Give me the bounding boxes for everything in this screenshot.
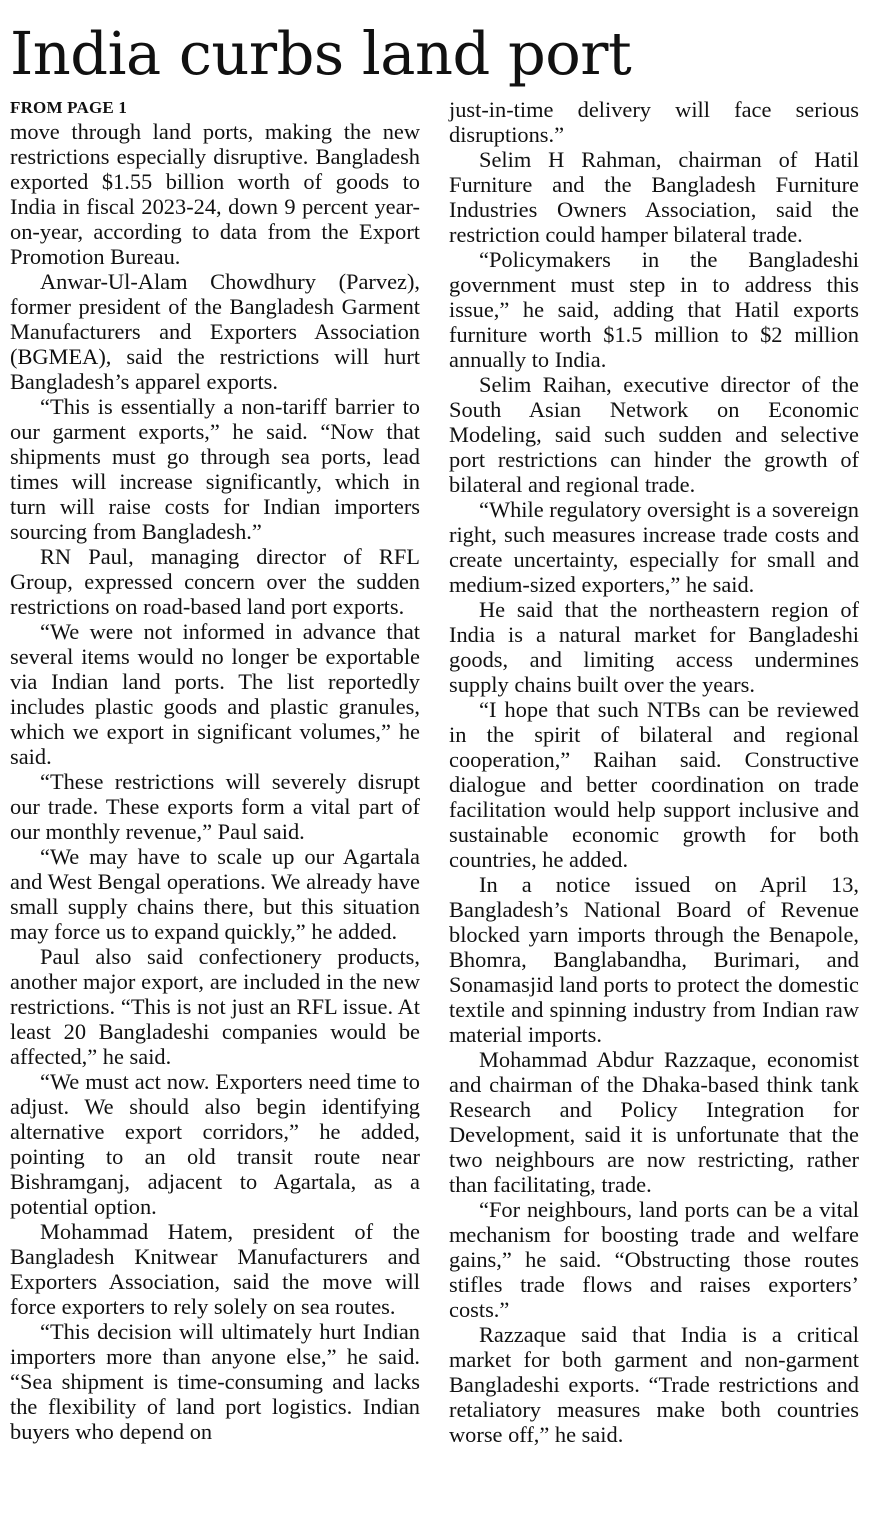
paragraph: Paul also said confectionery products, another major export, are included in the new restrictions. “This is not just an RFL issue. At least 20 Bangladeshi companies would be affected,” he said.	[10, 944, 420, 1069]
paragraph: “This decision will ultimately hurt Indian importers more than anyone else,” he said. “Sea shipment is time-consuming and lacks the flexibility of land port logistics. Indian buyers who depend on	[10, 1319, 420, 1444]
paragraph: Mohammad Hatem, president of the Bangladesh Knitwear Manufacturers and Exporters Association, said the move will force exporters to rely solely on sea routes.	[10, 1219, 420, 1319]
paragraph: “For neighbours, land ports can be a vital mechanism for boosting trade and welfare gains,” he said. “Obstructing those routes stifles trade flows and raises exporters’ costs.”	[449, 1197, 859, 1322]
paragraph: Selim H Rahman, chairman of Hatil Furniture and the Bangladesh Furniture Industries Owners Association, said the restriction could hamper bilateral trade.	[449, 147, 859, 247]
paragraph: In a notice issued on April 13, Bangladesh’s National Board of Revenue blocked yarn imports through the Benapole, Bhomra, Banglabandha, Burimari, and Sonamasjid land ports to protect the domestic textile and spinning industry from Indian raw material imports.	[449, 872, 859, 1047]
right-column	[449, 97, 859, 1447]
paragraph: “We must act now. Exporters need time to adjust. We should also begin identifying alternative export corridors,” he added, pointing to an old transit route near Bishramganj, adjacent to Agartala, as a potential option.	[10, 1069, 420, 1219]
paragraph: He said that the northeastern region of India is a natural market for Bangladeshi goods, and limiting access undermines supply chains built over the years.	[449, 597, 859, 697]
paragraph: RN Paul, managing director of RFL Group, expressed concern over the sudden restrictions on road-based land port exports.	[10, 544, 420, 619]
headline: India curbs land port	[10, 19, 632, 88]
left-column	[10, 97, 420, 1444]
paragraph: “We may have to scale up our Agartala and West Bengal operations. We already have small supply chains there, but this situation may force us to expand quickly,” he added.	[10, 844, 420, 944]
paragraph: Mohammad Abdur Razzaque, economist and chairman of the Dhaka-based think tank Research and Policy Integration for Development, said it is unfortunate that the two neighbours are now restricting, rather than facilitating, trade.	[449, 1047, 859, 1197]
paragraph: Selim Raihan, executive director of the South Asian Network on Economic Modeling, said such sudden and selective port restrictions can hinder the growth of bilateral and regional trade.	[449, 372, 859, 497]
paragraph: “This is essentially a non-tariff barrier to our garment exports,” he said. “Now that shipments must go through sea ports, lead times will increase significantly, which in turn will raise costs for Indian importers sourcing from Bangladesh.”	[10, 394, 420, 544]
continuation-kicker: FROM PAGE 1	[10, 98, 128, 117]
paragraph: Anwar-Ul-Alam Chowdhury (Parvez), former president of the Bangladesh Garment Manufacturers and Exporters Association (BGMEA), said the restrictions will hurt Bangladesh’s apparel exports.	[10, 269, 420, 394]
paragraph: move through land ports, making the new restrictions especially disruptive. Bangladesh exported $1.55 billion worth of goods to India in fiscal 2023-24, down 9 percent year-on-year, according to data from the Export Promotion Bureau.	[10, 119, 420, 269]
paragraph: “We were not informed in advance that several items would no longer be exportable via Indian land ports. The list reportedly includes plastic goods and plastic granules, which we export in significant volumes,” he said.	[10, 619, 420, 769]
paragraph: “I hope that such NTBs can be reviewed in the spirit of bilateral and regional cooperation,” Raihan said. Constructive dialogue and better coordination on trade facilitation would help support inclusive and sustainable economic growth for both countries, he added.	[449, 697, 859, 872]
paragraph: “Policymakers in the Bangladeshi government must step in to address this issue,” he said, adding that Hatil exports furniture worth $1.5 million to $2 million annually to India.	[449, 247, 859, 372]
paragraph: “While regulatory oversight is a sovereign right, such measures increase trade costs and create uncertainty, especially for small and medium-sized exporters,” he said.	[449, 497, 859, 597]
paragraph: just-in-time delivery will face serious disruptions.”	[449, 97, 859, 147]
paragraph: Razzaque said that India is a critical market for both garment and non-garment Bangladeshi exports. “Trade restrictions and retaliatory measures make both countries worse off,” he said.	[449, 1322, 859, 1447]
paragraph: “These restrictions will severely disrupt our trade. These exports form a vital part of our monthly revenue,” Paul said.	[10, 769, 420, 844]
